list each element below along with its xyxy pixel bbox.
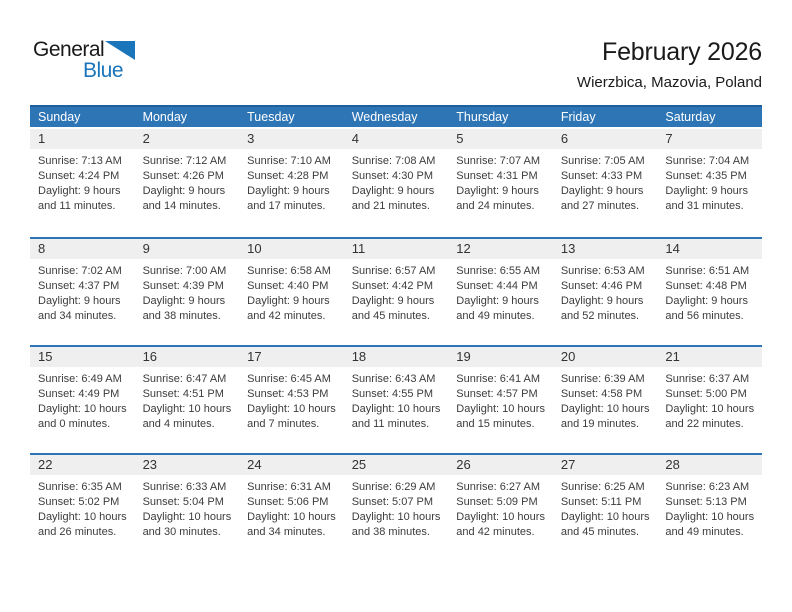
- calendar-day-cell-12: [448, 239, 553, 345]
- day-details: [135, 149, 240, 214]
- day-number: 20: [553, 347, 658, 367]
- day-details: [448, 475, 553, 540]
- day-number: 27: [553, 455, 658, 475]
- weekday-header-saturday: Saturday: [665, 110, 716, 124]
- calendar-day-cell-27: [553, 455, 658, 561]
- day-number: 16: [135, 347, 240, 367]
- daylight-text-line1: Daylight: 10 hours: [456, 511, 545, 523]
- daylight-text-line2: and 45 minutes.: [351, 310, 430, 322]
- daylight-text-line2: and 52 minutes.: [560, 310, 640, 322]
- day-details: [344, 259, 449, 324]
- sunrise-text: Sunrise: 7:00 AM: [142, 265, 227, 277]
- sunset-text: Sunset: 5:09 PM: [456, 496, 538, 508]
- day-details: [657, 367, 762, 432]
- calendar-day-cell-14: [657, 239, 762, 345]
- day-details: [135, 259, 240, 324]
- page-title: February 2026: [602, 38, 762, 66]
- sunset-text: Sunset: 4:37 PM: [38, 280, 120, 292]
- calendar-day-cell-22: [30, 455, 135, 561]
- day-number: 21: [657, 347, 762, 367]
- sunrise-text: Sunrise: 7:07 AM: [456, 155, 541, 167]
- daylight-text-line1: Daylight: 10 hours: [247, 511, 336, 523]
- sunset-text: Sunset: 4:30 PM: [351, 170, 434, 182]
- day-details: [553, 149, 658, 214]
- daylight-text-line2: and 38 minutes.: [351, 526, 430, 538]
- week-row-2: [30, 237, 762, 345]
- daylight-text-line1: Daylight: 9 hours: [351, 295, 435, 307]
- daylight-text-line1: Daylight: 10 hours: [142, 403, 232, 415]
- sunrise-text: Sunrise: 7:13 AM: [38, 155, 122, 167]
- calendar-day-cell-2: [135, 129, 240, 237]
- day-details: [30, 259, 135, 324]
- daylight-text-line2: and 34 minutes.: [247, 526, 326, 538]
- sunrise-text: Sunrise: 6:58 AM: [247, 265, 331, 277]
- day-number: 28: [657, 455, 762, 475]
- daylight-text-line1: Daylight: 9 hours: [247, 185, 330, 197]
- weekday-header-row: [30, 105, 762, 127]
- sunset-text: Sunset: 4:40 PM: [247, 280, 329, 292]
- daylight-text-line1: Daylight: 10 hours: [142, 511, 232, 523]
- day-number: 1: [30, 129, 135, 149]
- weekday-header-monday: Monday: [142, 110, 188, 124]
- day-number: 11: [344, 239, 449, 259]
- daylight-text-line2: and 11 minutes.: [351, 418, 430, 430]
- daylight-text-line1: Daylight: 9 hours: [142, 295, 226, 307]
- daylight-text-line2: and 11 minutes.: [38, 200, 116, 212]
- general-blue-logo: [30, 38, 140, 83]
- daylight-text-line2: and 56 minutes.: [665, 310, 744, 322]
- sunrise-text: Sunrise: 6:25 AM: [560, 481, 645, 493]
- sunrise-text: Sunrise: 6:43 AM: [351, 373, 436, 385]
- daylight-text-line2: and 15 minutes.: [456, 418, 535, 430]
- calendar-day-cell-1: [30, 129, 135, 237]
- logo-text-blue: Blue: [83, 59, 124, 82]
- daylight-text-line1: Daylight: 9 hours: [456, 185, 539, 197]
- daylight-text-line1: Daylight: 9 hours: [38, 185, 121, 197]
- sunrise-text: Sunrise: 7:10 AM: [247, 155, 331, 167]
- calendar-day-cell-17: [239, 347, 344, 453]
- page-header: [30, 38, 762, 102]
- day-number: 23: [135, 455, 240, 475]
- sunrise-text: Sunrise: 7:02 AM: [38, 265, 122, 277]
- day-number: 24: [239, 455, 344, 475]
- day-details: [30, 367, 135, 432]
- day-details: [657, 259, 762, 324]
- sunset-text: Sunset: 5:00 PM: [665, 388, 747, 400]
- day-details: [657, 149, 762, 214]
- day-details: [30, 149, 135, 214]
- weekday-header-tuesday: Tuesday: [247, 110, 295, 124]
- sunrise-text: Sunrise: 6:27 AM: [456, 481, 541, 493]
- sunrise-text: Sunrise: 6:37 AM: [665, 373, 750, 385]
- calendar-day-cell-13: [553, 239, 658, 345]
- sunset-text: Sunset: 4:48 PM: [665, 280, 747, 292]
- daylight-text-line2: and 49 minutes.: [456, 310, 535, 322]
- day-details: [239, 149, 344, 214]
- day-details: [239, 475, 344, 540]
- sunset-text: Sunset: 4:53 PM: [247, 388, 329, 400]
- sunrise-text: Sunrise: 6:55 AM: [456, 265, 541, 277]
- day-number: 18: [344, 347, 449, 367]
- sunset-text: Sunset: 4:24 PM: [38, 170, 120, 182]
- sunrise-text: Sunrise: 6:33 AM: [142, 481, 227, 493]
- day-number: 2: [135, 129, 240, 149]
- calendar-day-cell-26: [448, 455, 553, 561]
- daylight-text-line1: Daylight: 9 hours: [665, 185, 748, 197]
- sunrise-text: Sunrise: 6:23 AM: [665, 481, 750, 493]
- sunset-text: Sunset: 4:42 PM: [351, 280, 434, 292]
- weekday-header-sunday: Sunday: [38, 110, 81, 124]
- calendar-day-cell-3: [239, 129, 344, 237]
- week-row-4: [30, 453, 762, 561]
- calendar-day-cell-11: [344, 239, 449, 345]
- calendar-day-cell-23: [135, 455, 240, 561]
- sunrise-text: Sunrise: 6:51 AM: [665, 265, 750, 277]
- daylight-text-line1: Daylight: 10 hours: [351, 511, 441, 523]
- day-details: [30, 475, 135, 540]
- calendar-day-cell-28: [657, 455, 762, 561]
- sunset-text: Sunset: 4:46 PM: [560, 280, 643, 292]
- sunset-text: Sunset: 4:31 PM: [456, 170, 538, 182]
- daylight-text-line2: and 19 minutes.: [560, 418, 640, 430]
- weekday-header-wednesday: Wednesday: [351, 110, 418, 124]
- sunrise-text: Sunrise: 6:41 AM: [456, 373, 541, 385]
- sunrise-text: Sunrise: 6:49 AM: [38, 373, 122, 385]
- week-row-3: [30, 345, 762, 453]
- sunset-text: Sunset: 5:02 PM: [38, 496, 120, 508]
- daylight-text-line2: and 38 minutes.: [142, 310, 221, 322]
- day-details: [344, 367, 449, 432]
- day-number: 12: [448, 239, 553, 259]
- daylight-text-line1: Daylight: 10 hours: [38, 403, 127, 415]
- calendar-day-cell-19: [448, 347, 553, 453]
- calendar-day-cell-21: [657, 347, 762, 453]
- daylight-text-line1: Daylight: 9 hours: [351, 185, 435, 197]
- sunset-text: Sunset: 4:49 PM: [38, 388, 120, 400]
- calendar-day-cell-15: [30, 347, 135, 453]
- daylight-text-line1: Daylight: 9 hours: [142, 185, 226, 197]
- sunset-text: Sunset: 4:44 PM: [456, 280, 538, 292]
- daylight-text-line2: and 0 minutes.: [38, 418, 111, 430]
- day-number: 15: [30, 347, 135, 367]
- day-details: [553, 367, 658, 432]
- sunrise-text: Sunrise: 7:12 AM: [142, 155, 227, 167]
- day-details: [135, 367, 240, 432]
- sunrise-text: Sunrise: 6:39 AM: [560, 373, 645, 385]
- daylight-text-line1: Daylight: 9 hours: [38, 295, 121, 307]
- day-details: [448, 367, 553, 432]
- day-number: 14: [657, 239, 762, 259]
- day-number: 13: [553, 239, 658, 259]
- sunset-text: Sunset: 5:07 PM: [351, 496, 434, 508]
- daylight-text-line1: Daylight: 9 hours: [665, 295, 748, 307]
- sunrise-text: Sunrise: 6:35 AM: [38, 481, 122, 493]
- daylight-text-line2: and 4 minutes.: [142, 418, 215, 430]
- day-details: [448, 149, 553, 214]
- daylight-text-line1: Daylight: 10 hours: [665, 511, 755, 523]
- daylight-text-line2: and 30 minutes.: [142, 526, 221, 538]
- daylight-text-line2: and 7 minutes.: [247, 418, 320, 430]
- calendar-day-cell-10: [239, 239, 344, 345]
- daylight-text-line2: and 49 minutes.: [665, 526, 744, 538]
- daylight-text-line1: Daylight: 9 hours: [560, 185, 644, 197]
- day-details: [344, 475, 449, 540]
- daylight-text-line2: and 14 minutes.: [142, 200, 221, 212]
- weekday-header-thursday: Thursday: [456, 110, 509, 124]
- daylight-text-line1: Daylight: 10 hours: [247, 403, 336, 415]
- daylight-text-line2: and 45 minutes.: [560, 526, 640, 538]
- calendar-day-cell-18: [344, 347, 449, 453]
- sunset-text: Sunset: 5:13 PM: [665, 496, 747, 508]
- page-subtitle: Wierzbica, Mazovia, Poland: [576, 74, 762, 91]
- sunset-text: Sunset: 4:58 PM: [560, 388, 643, 400]
- sunrise-text: Sunrise: 6:31 AM: [247, 481, 331, 493]
- sunrise-text: Sunrise: 7:08 AM: [351, 155, 436, 167]
- calendar-day-cell-7: [657, 129, 762, 237]
- day-number: 7: [657, 129, 762, 149]
- sunset-text: Sunset: 4:26 PM: [142, 170, 224, 182]
- daylight-text-line1: Daylight: 10 hours: [351, 403, 441, 415]
- calendar-day-cell-5: [448, 129, 553, 237]
- daylight-text-line1: Daylight: 10 hours: [665, 403, 755, 415]
- day-number: 9: [135, 239, 240, 259]
- sunrise-text: Sunrise: 6:45 AM: [247, 373, 331, 385]
- calendar-day-cell-20: [553, 347, 658, 453]
- daylight-text-line2: and 24 minutes.: [456, 200, 535, 212]
- calendar-day-cell-9: [135, 239, 240, 345]
- day-details: [448, 259, 553, 324]
- day-number: 10: [239, 239, 344, 259]
- sunset-text: Sunset: 4:33 PM: [560, 170, 643, 182]
- daylight-text-line1: Daylight: 10 hours: [38, 511, 127, 523]
- daylight-text-line2: and 17 minutes.: [247, 200, 326, 212]
- daylight-text-line1: Daylight: 9 hours: [456, 295, 539, 307]
- daylight-text-line2: and 22 minutes.: [665, 418, 744, 430]
- calendar-day-cell-25: [344, 455, 449, 561]
- daylight-text-line1: Daylight: 10 hours: [560, 403, 650, 415]
- day-details: [553, 475, 658, 540]
- calendar-day-cell-6: [553, 129, 658, 237]
- day-details: [553, 259, 658, 324]
- sunset-text: Sunset: 4:28 PM: [247, 170, 329, 182]
- calendar-day-cell-24: [239, 455, 344, 561]
- calendar-day-cell-8: [30, 239, 135, 345]
- day-details: [344, 149, 449, 214]
- calendar-day-cell-4: [344, 129, 449, 237]
- sunrise-text: Sunrise: 6:47 AM: [142, 373, 227, 385]
- sunset-text: Sunset: 5:04 PM: [142, 496, 224, 508]
- daylight-text-line2: and 42 minutes.: [456, 526, 535, 538]
- daylight-text-line2: and 21 minutes.: [351, 200, 430, 212]
- day-details: [135, 475, 240, 540]
- sunrise-text: Sunrise: 7:04 AM: [665, 155, 750, 167]
- daylight-text-line2: and 31 minutes.: [665, 200, 744, 212]
- day-details: [657, 475, 762, 540]
- sunset-text: Sunset: 4:57 PM: [456, 388, 538, 400]
- day-number: 19: [448, 347, 553, 367]
- calendar-table: [30, 105, 762, 561]
- sunset-text: Sunset: 5:11 PM: [560, 496, 642, 508]
- daylight-text-line1: Daylight: 10 hours: [560, 511, 650, 523]
- daylight-text-line2: and 27 minutes.: [560, 200, 640, 212]
- day-number: 22: [30, 455, 135, 475]
- daylight-text-line1: Daylight: 9 hours: [247, 295, 330, 307]
- sunset-text: Sunset: 5:06 PM: [247, 496, 329, 508]
- sunrise-text: Sunrise: 6:53 AM: [560, 265, 645, 277]
- daylight-text-line2: and 42 minutes.: [247, 310, 326, 322]
- day-number: 8: [30, 239, 135, 259]
- sunrise-text: Sunrise: 7:05 AM: [560, 155, 645, 167]
- logo-text-general: General: [33, 38, 105, 61]
- sunrise-text: Sunrise: 6:29 AM: [351, 481, 436, 493]
- day-details: [239, 367, 344, 432]
- daylight-text-line2: and 34 minutes.: [38, 310, 117, 322]
- week-row-1: [30, 129, 762, 237]
- day-number: 3: [239, 129, 344, 149]
- sunset-text: Sunset: 4:39 PM: [142, 280, 224, 292]
- daylight-text-line1: Daylight: 9 hours: [560, 295, 644, 307]
- sunrise-text: Sunrise: 6:57 AM: [351, 265, 436, 277]
- day-details: [239, 259, 344, 324]
- sunset-text: Sunset: 4:35 PM: [665, 170, 747, 182]
- sunset-text: Sunset: 4:51 PM: [142, 388, 224, 400]
- calendar-weeks: [30, 129, 762, 561]
- day-number: 17: [239, 347, 344, 367]
- sunset-text: Sunset: 4:55 PM: [351, 388, 434, 400]
- day-number: 5: [448, 129, 553, 149]
- day-number: 25: [344, 455, 449, 475]
- day-number: 4: [344, 129, 449, 149]
- day-number: 26: [448, 455, 553, 475]
- calendar-day-cell-16: [135, 347, 240, 453]
- daylight-text-line2: and 26 minutes.: [38, 526, 117, 538]
- day-number: 6: [553, 129, 658, 149]
- weekday-header-friday: Friday: [560, 110, 596, 124]
- daylight-text-line1: Daylight: 10 hours: [456, 403, 545, 415]
